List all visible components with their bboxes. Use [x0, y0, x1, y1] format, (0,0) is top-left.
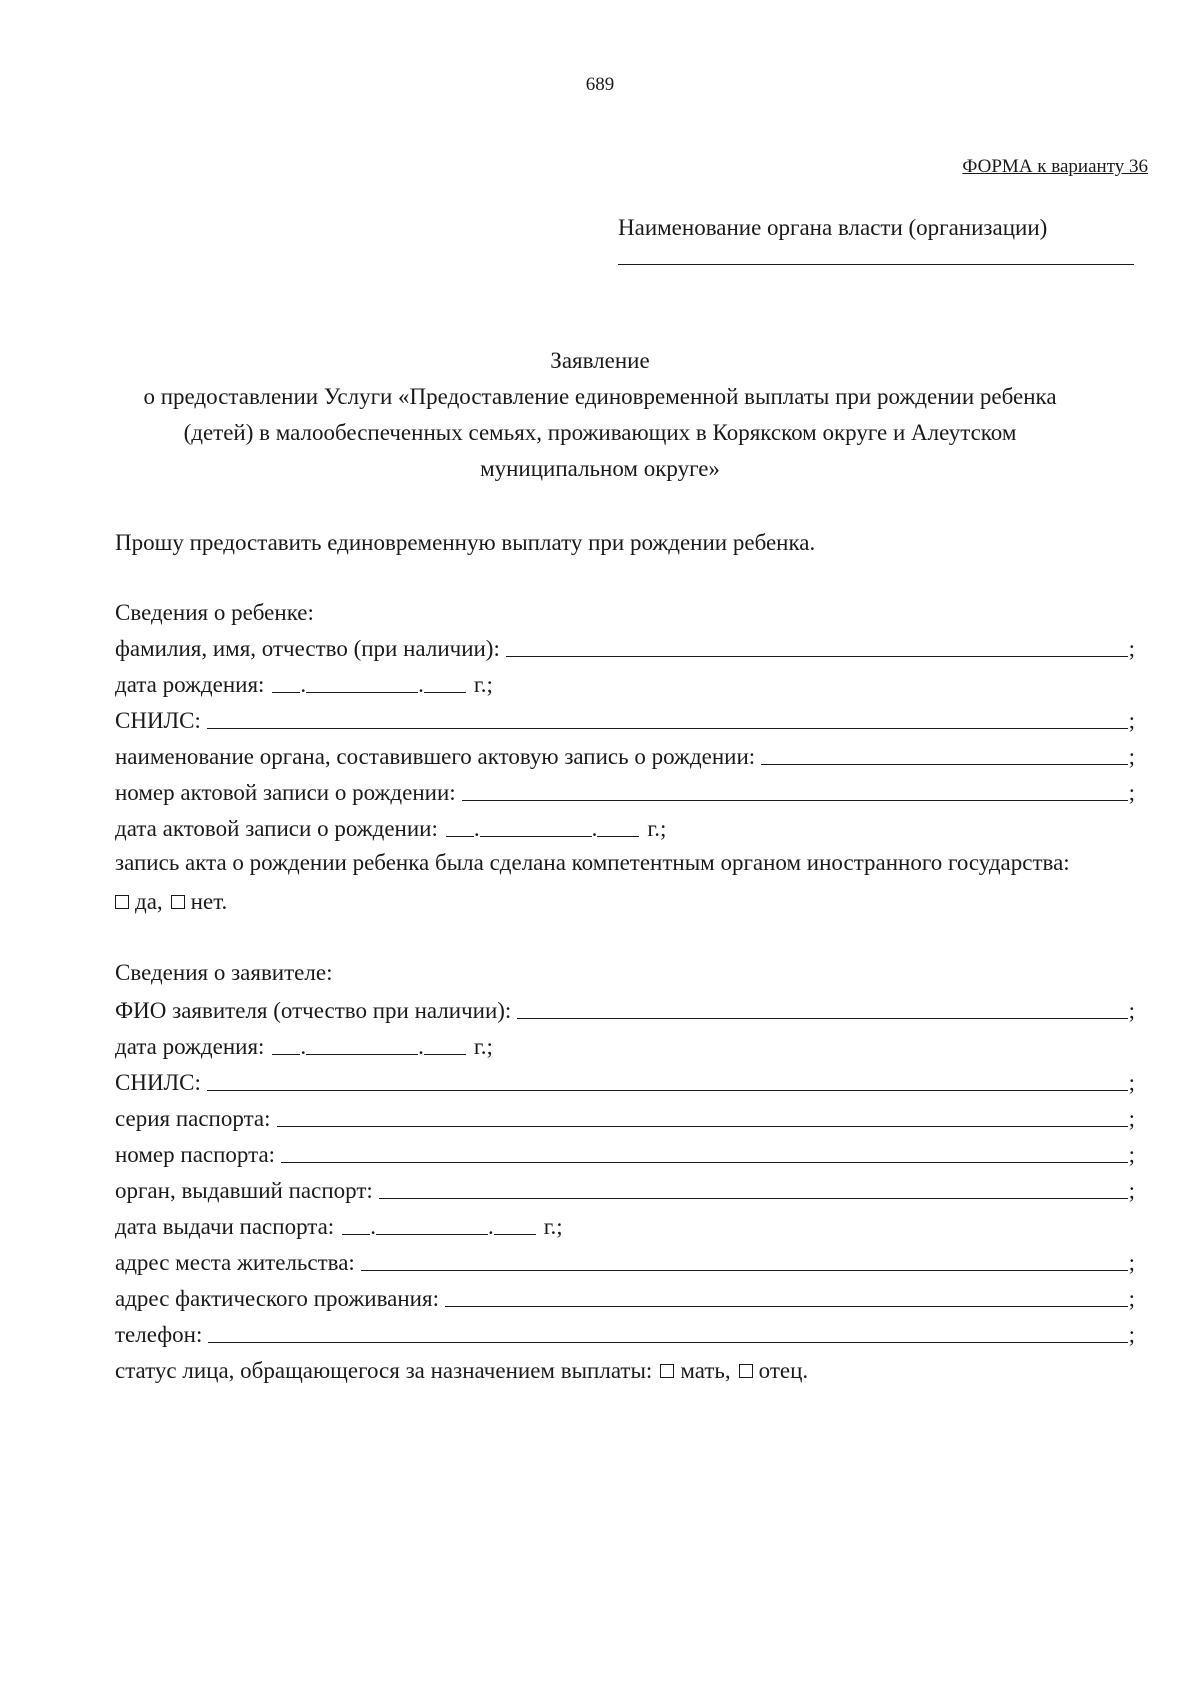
- date-dot: .: [300, 672, 307, 697]
- foreign-record-question: запись акта о рождении ребенка была сделана компетентным органом иностранного государства:: [115, 850, 1070, 875]
- actual-address-row: [115, 1282, 1135, 1312]
- applicant-name-row: [115, 994, 1135, 1024]
- applicant-snils-field[interactable]: [207, 1089, 1128, 1091]
- semicolon: ;: [1128, 780, 1135, 805]
- semicolon: ;: [1128, 998, 1135, 1023]
- residence-address-label: адрес места жительства:: [115, 1250, 355, 1275]
- foreign-yes-checkbox[interactable]: [115, 895, 129, 909]
- applicant-birth-month-field[interactable]: [306, 1053, 418, 1055]
- semicolon: ;: [1128, 744, 1135, 769]
- passport-date-row: [115, 1210, 563, 1240]
- applicant-birth-date-label: дата рождения:: [115, 1034, 265, 1059]
- child-birth-date-label: дата рождения:: [115, 672, 265, 697]
- form-reference: ФОРМА к варианту 36: [962, 156, 1148, 177]
- phone-label: телефон:: [115, 1322, 203, 1347]
- phone-field[interactable]: [208, 1341, 1127, 1343]
- child-birth-month-field[interactable]: [306, 691, 418, 693]
- page-number: 689: [585, 74, 615, 95]
- actual-address-field[interactable]: [445, 1305, 1128, 1307]
- passport-number-field[interactable]: [281, 1161, 1128, 1163]
- phone-row: [115, 1318, 1135, 1348]
- applicant-birth-year-field[interactable]: [424, 1053, 466, 1055]
- applicant-status-label: статус лица, обращающегося за назначением выплаты:: [115, 1358, 653, 1383]
- applicant-section-heading: Сведения о заявителе:: [115, 960, 333, 985]
- foreign-record-options: [115, 887, 227, 917]
- year-suffix: г.;: [647, 816, 667, 841]
- date-dot: .: [487, 1214, 494, 1239]
- org-label: Наименование органа власти (организации): [618, 215, 1048, 240]
- child-record-day-field[interactable]: [446, 835, 474, 837]
- foreign-no-label: нет.: [190, 889, 228, 914]
- year-suffix: г.;: [543, 1214, 563, 1239]
- date-dot: .: [300, 1034, 307, 1059]
- child-registry-office-field[interactable]: [761, 763, 1127, 765]
- applicant-snils-label: СНИЛС:: [115, 1070, 201, 1095]
- status-mother-checkbox[interactable]: [660, 1364, 674, 1378]
- foreign-yes-label: да,: [135, 889, 163, 914]
- status-mother-label: мать,: [680, 1358, 731, 1383]
- child-record-date-row: [115, 812, 666, 842]
- year-suffix: г.;: [473, 672, 493, 697]
- document-subtitle-line-1: о предоставлении Услуги «Предоставление единовременной выплаты при рождении ребенка: [143, 384, 1057, 409]
- request-text: Прошу предоставить единовременную выплату при рождении ребенка.: [115, 530, 816, 555]
- passport-number-label: номер паспорта:: [115, 1142, 276, 1167]
- actual-address-label: адрес фактического проживания:: [115, 1286, 439, 1311]
- document-subtitle-line-2: (детей) в малообеспеченных семьях, проживающих в Корякском округе и Алеутском: [183, 420, 1017, 445]
- child-snils-field[interactable]: [207, 727, 1128, 729]
- child-registry-office-label: наименование органа, составившего актовую запись о рождении:: [115, 744, 756, 769]
- status-father-checkbox[interactable]: [739, 1364, 753, 1378]
- child-record-date-label: дата актовой записи о рождении:: [115, 816, 438, 841]
- org-name-field[interactable]: [618, 264, 1134, 265]
- child-record-month-field[interactable]: [480, 835, 592, 837]
- year-suffix: г.;: [473, 1034, 493, 1059]
- semicolon: ;: [1128, 636, 1135, 661]
- date-dot: .: [370, 1214, 376, 1239]
- document-subtitle-line-3: муниципальном округе»: [480, 456, 720, 481]
- child-birth-year-field[interactable]: [424, 691, 466, 693]
- date-dot: .: [418, 672, 424, 697]
- passport-series-row: [115, 1102, 1135, 1132]
- applicant-name-label: ФИО заявителя (отчество при наличии):: [115, 998, 512, 1023]
- passport-year-field[interactable]: [494, 1233, 536, 1235]
- semicolon: ;: [1128, 708, 1135, 733]
- passport-issuer-row: [115, 1174, 1135, 1204]
- child-record-number-field[interactable]: [462, 799, 1128, 801]
- child-record-number-label: номер актовой записи о рождении:: [115, 780, 456, 805]
- applicant-snils-row: [115, 1066, 1135, 1096]
- passport-series-field[interactable]: [277, 1125, 1128, 1127]
- passport-issuer-label: орган, выдавший паспорт:: [115, 1178, 373, 1203]
- date-dot: .: [591, 816, 598, 841]
- residence-address-field[interactable]: [361, 1269, 1128, 1271]
- child-record-year-field[interactable]: [597, 835, 639, 837]
- foreign-no-checkbox[interactable]: [171, 895, 185, 909]
- child-record-number-row: [115, 776, 1135, 806]
- passport-month-field[interactable]: [376, 1233, 488, 1235]
- passport-issuer-field[interactable]: [379, 1197, 1128, 1199]
- date-dot: .: [473, 816, 480, 841]
- passport-series-label: серия паспорта:: [115, 1106, 271, 1131]
- child-birth-day-field[interactable]: [272, 691, 300, 693]
- child-name-field[interactable]: [506, 655, 1128, 657]
- semicolon: ;: [1128, 1178, 1135, 1203]
- child-name-label: фамилия, имя, отчество (при наличии):: [115, 636, 500, 661]
- semicolon: ;: [1128, 1142, 1135, 1167]
- residence-address-row: [115, 1246, 1135, 1276]
- passport-date-label: дата выдачи паспорта:: [115, 1214, 335, 1239]
- child-snils-row: [115, 704, 1135, 734]
- passport-number-row: [115, 1138, 1135, 1168]
- semicolon: ;: [1128, 1322, 1135, 1347]
- child-snils-label: СНИЛС:: [115, 708, 201, 733]
- passport-day-field[interactable]: [342, 1233, 370, 1235]
- applicant-status-row: [115, 1356, 808, 1386]
- applicant-birth-day-field[interactable]: [272, 1053, 300, 1055]
- child-registry-office-row: [115, 740, 1135, 770]
- child-name-row: [115, 632, 1135, 662]
- applicant-birth-date-row: [115, 1030, 493, 1060]
- child-section-heading: Сведения о ребенке:: [115, 600, 314, 625]
- semicolon: ;: [1128, 1070, 1135, 1095]
- semicolon: ;: [1128, 1106, 1135, 1131]
- semicolon: ;: [1128, 1286, 1135, 1311]
- applicant-name-field[interactable]: [517, 1017, 1127, 1019]
- child-birth-date-row: [115, 668, 493, 698]
- status-father-label: отец.: [758, 1358, 809, 1383]
- document-title: Заявление: [550, 348, 650, 373]
- semicolon: ;: [1128, 1250, 1135, 1275]
- date-dot: .: [418, 1034, 424, 1059]
